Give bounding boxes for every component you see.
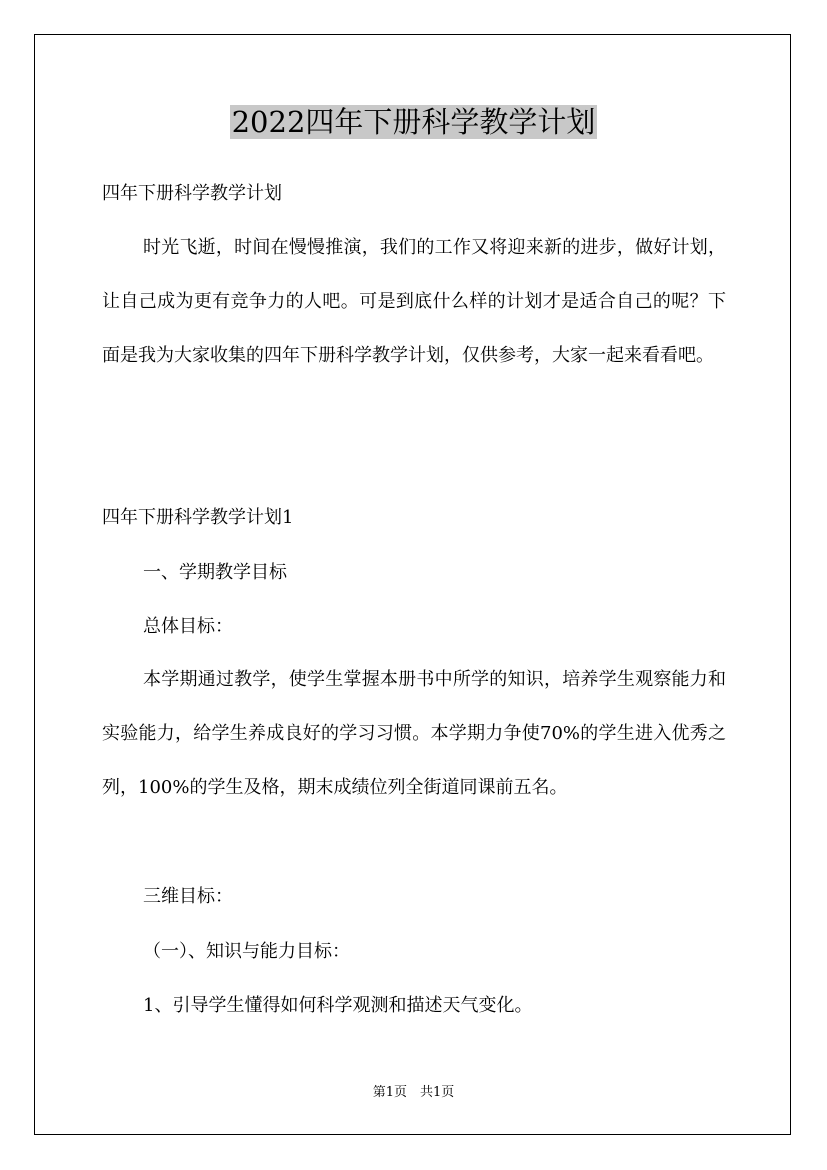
document-title (0, 102, 827, 142)
document-title-text: 2022四年下册科学教学计划 (231, 105, 596, 139)
three-dimensional-goal-label: 三维目标： (143, 886, 233, 907)
semester-goal-heading: 一、学期教学目标 (143, 562, 287, 583)
knowledge-goal-label: （一）、知识与能力目标： (143, 941, 350, 962)
section-heading: 四年下册科学教学计划1 (102, 507, 294, 528)
list-item-1: 1、引导学生懂得如何科学观测和描述天气变化。 (143, 995, 533, 1016)
document-subtitle: 四年下册科学教学计划 (102, 183, 282, 204)
overall-goal-paragraph: 本学期通过教学，使学生掌握本册书中所学的知识，培养学生观察能力和实验能力，给学生养成良好的学习习惯。本学期力争使70%的学生进入优秀之列，100%的学生及格，期末成绩位列全街道同课前五名。 (102, 669, 726, 798)
intro-paragraph: 时光飞逝，时间在慢慢推演，我们的工作又将迎来新的进步，做好计划，让自己成为更有竞争力的人吧。可是到底什么样的计划才是适合自己的呢？下面是我为大家收集的四年下册科学教学计划，仅供参考，大家一起来看看吧。 (102, 237, 726, 366)
page-footer: 第1页 共1页 (372, 1085, 455, 1100)
overall-goal-label: 总体目标： (143, 616, 233, 637)
